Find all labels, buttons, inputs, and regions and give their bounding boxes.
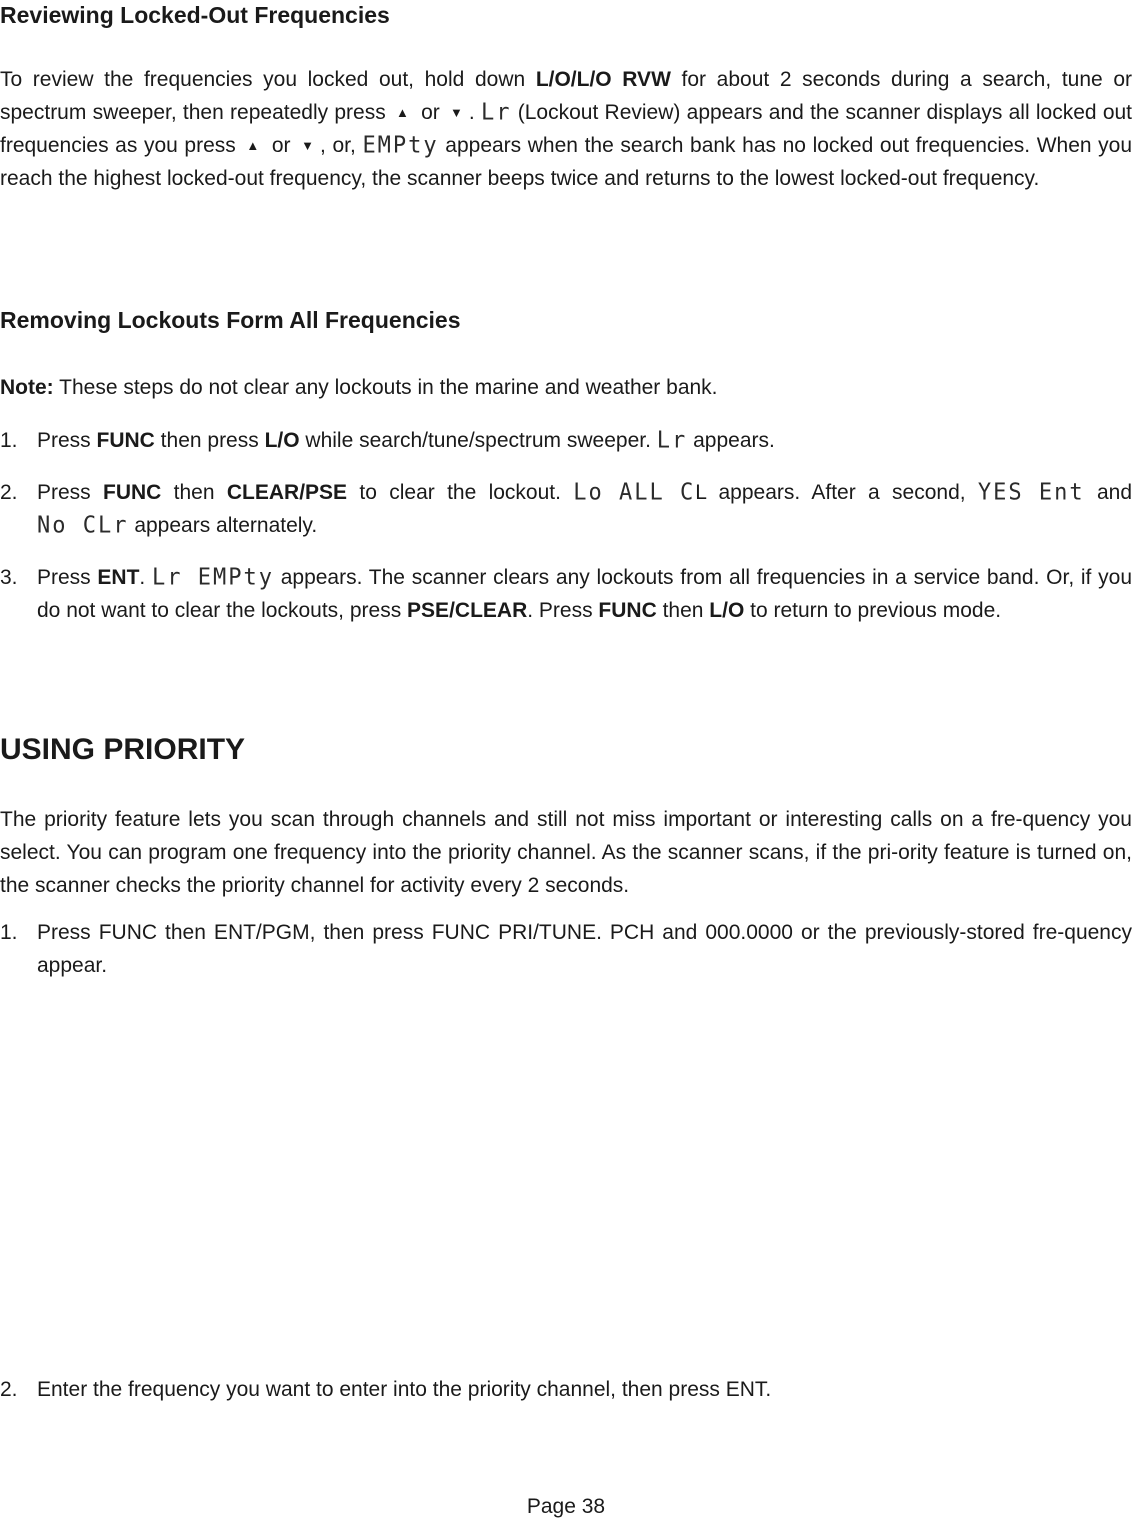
step-1	[0, 424, 1132, 457]
down-arrow-icon: ▼	[450, 105, 463, 120]
step-number: 1.	[0, 921, 18, 944]
lcd-text: Lr	[481, 99, 512, 126]
note-label: Note:	[0, 376, 54, 399]
step-text: Enter the frequency you want to enter into the priority channel, then press ENT.	[37, 1378, 772, 1401]
heading-using-priority: USING PRIORITY	[0, 733, 246, 766]
lcd-text: Lr	[656, 427, 688, 454]
priority-step-1	[0, 916, 1132, 982]
lcd-text: YES Ent	[977, 479, 1085, 506]
page-number: Page 38	[526, 1495, 606, 1518]
note-paragraph: Note: These steps do not clear any lockouts in the marine and weather bank.	[0, 376, 718, 399]
heading-removing-lockouts: Removing Lockouts Form All Frequencies	[0, 307, 461, 333]
heading-reviewing-locked-out: Reviewing Locked-Out Frequencies	[0, 2, 390, 28]
step-number: 1.	[0, 429, 18, 452]
up-arrow-icon: ▲	[395, 105, 409, 120]
key-lo-rvw: L/O/L/O RVW	[535, 68, 671, 91]
lcd-text: Lo ALL C	[573, 479, 696, 506]
paragraph-review-lockouts: To review the frequencies you locked out, hold down L/O/L/O RVW for about 2 seconds during a search, tune or spectrum sweeper, then repeatedly press ▲ or ▼ . Lr (Lockout Review) appears and the scanner displays all locked out frequencies as you press ▲ or ▼ , or, EMPty appears when the search bank has no locked out frequencies. When you reach the highest locked-out frequency, the scanner beeps twice and returns to the lowest locked-out frequency.	[0, 68, 1132, 190]
step-number: 2.	[0, 1378, 18, 1401]
priority-step-2	[0, 1373, 1132, 1406]
step-number: 3.	[0, 566, 18, 589]
step-text: Press FUNC then CLEAR/PSE to clear the lockout. Lo ALL CL appears. After a second, YES Ent and No CLr appears alternately.	[37, 476, 1132, 542]
up-arrow-icon: ▲	[246, 138, 260, 153]
lcd-text: No CLr	[37, 512, 129, 539]
step-2	[0, 476, 1132, 542]
lcd-text: EMPty	[362, 132, 439, 159]
lcd-text: Lr EMPty	[152, 564, 274, 591]
step-number: 2.	[0, 481, 18, 504]
paragraph-priority-feature: The priority feature lets you scan through channels and still not miss important or interesting calls on a fre-quency you select. You can program one frequency into the priority channel. As the scanner scans, if the pri-ority feature is turned on, the scanner checks the priority channel for activity every 2 seconds.	[0, 808, 1132, 897]
step-3	[0, 561, 1132, 627]
step-text: Press FUNC then press L/O while search/tune/spectrum sweeper. Lr appears.	[37, 424, 1132, 457]
step-text: Press FUNC then ENT/PGM, then press FUNC PRI/TUNE. PCH and 000.0000 or the previously-stored fre-quency appear.	[37, 921, 1132, 977]
down-arrow-icon: ▼	[301, 138, 315, 153]
step-text: Press ENT. Lr EMPty appears. The scanner clears any lockouts from all frequencies in a service band. Or, if you do not want to clear the lockouts, press PSE/CLEAR. Press FUNC then L/O to return to previous mode.	[37, 561, 1132, 627]
